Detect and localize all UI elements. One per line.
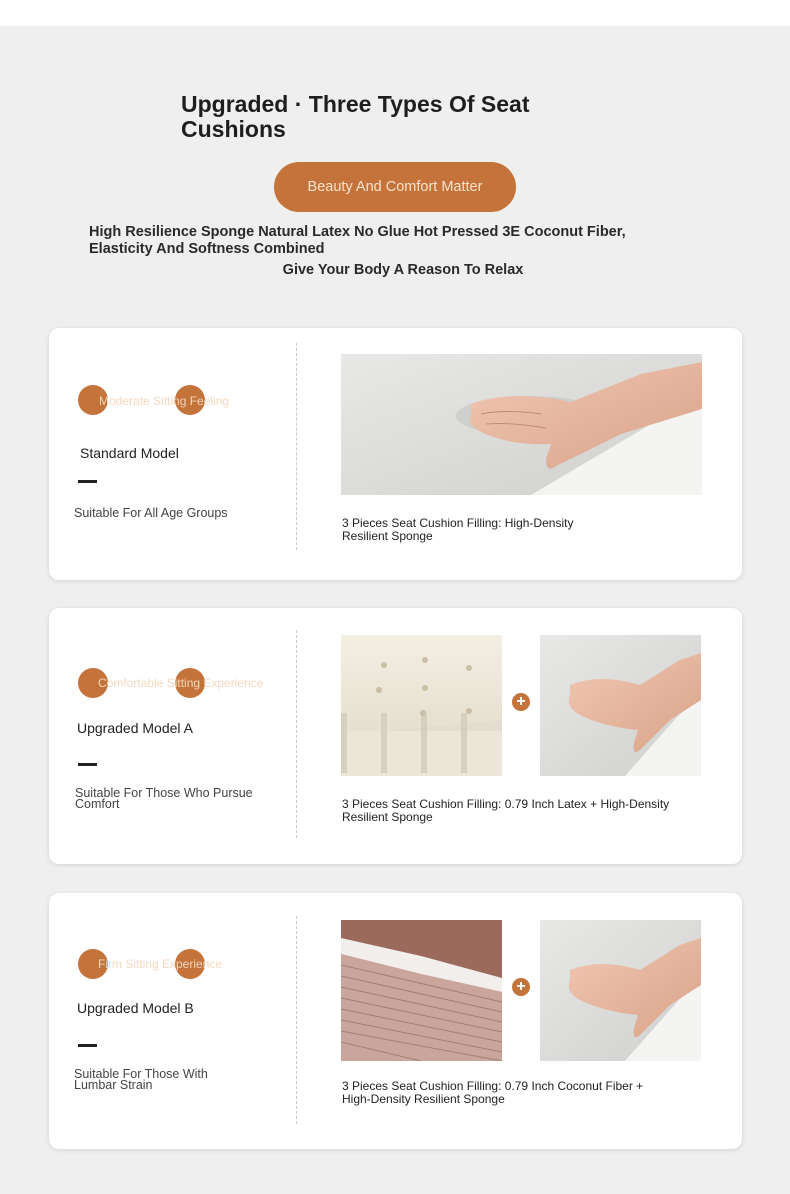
model-name: Upgraded Model B: [77, 1000, 194, 1016]
sponge-photo: [540, 920, 701, 1061]
suitable-for-label: Suitable For All Age Groups: [74, 506, 228, 520]
sitting-feeling-label: Firm Sitting Experience: [98, 957, 223, 971]
page-subtitle: High Resilience Sponge Natural Latex No Glue Hot Pressed 3E Coconut Fiber, Elasticity And Softness Combined: [89, 224, 626, 257]
dash-divider: [78, 1044, 97, 1047]
suitable-for-label: Suitable For Those Who Pursue Comfort: [75, 786, 253, 811]
dashed-divider: [296, 343, 297, 550]
dashed-divider: [296, 630, 297, 838]
plus-icon: +: [512, 693, 530, 711]
top-bar: [0, 0, 790, 26]
upgraded-model-a-card: [49, 608, 742, 864]
dash-divider: [78, 480, 97, 483]
dashed-divider: [296, 916, 297, 1124]
sponge-photo: [540, 635, 701, 776]
latex-photo: [341, 635, 502, 776]
upgraded-model-b-card: [49, 893, 742, 1149]
sitting-feeling-label: Moderate Sitting Feeling: [99, 394, 230, 408]
filling-description: 3 Pieces Seat Cushion Filling: 0.79 Inch Latex + High-Density Resilient Sponge: [342, 797, 670, 824]
model-name: Upgraded Model A: [77, 720, 193, 736]
suitable-for-label: Suitable For Those With Lumbar Strain: [74, 1067, 208, 1092]
model-name: Standard Model: [80, 445, 179, 461]
page-title: Upgraded · Three Types Of Seat Cushions: [181, 91, 530, 142]
filling-description: 3 Pieces Seat Cushion Filling: High-Density Resilient Sponge: [342, 516, 574, 543]
page-tagline: Give Your Body A Reason To Relax: [282, 262, 524, 278]
sponge-photo: [341, 354, 702, 495]
dash-divider: [78, 763, 97, 766]
beauty-comfort-pill: Beauty And Comfort Matter: [274, 162, 516, 212]
coconut-fiber-photo: [341, 920, 502, 1061]
standard-model-card: [49, 328, 742, 580]
plus-icon: +: [512, 978, 530, 996]
filling-description: 3 Pieces Seat Cushion Filling: 0.79 Inch Coconut Fiber + High-Density Resilient Sponge: [342, 1079, 644, 1106]
sitting-feeling-label: Comfortable Sitting Experience: [98, 676, 264, 690]
